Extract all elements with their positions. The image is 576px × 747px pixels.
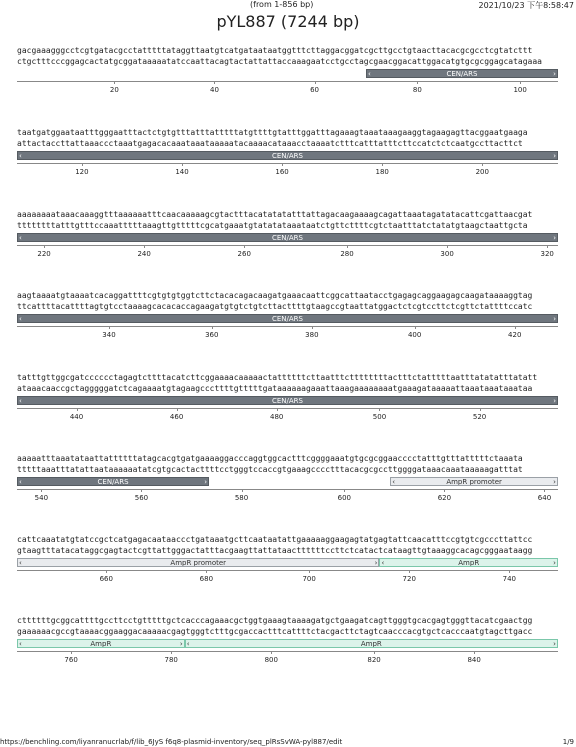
ruler-tick <box>509 570 510 573</box>
sequence-bottom-strand[interactable]: ttcattttacattttagtgtcctaaaagcacacaccagaagatgtgtctgtcttacttttgtaagccgtaattatggactctcgtccttctcgttctattttccatc <box>17 302 533 311</box>
print-datetime: 2021/10/23 下午8:58:47 <box>478 1 574 10</box>
sequence-block <box>17 372 558 424</box>
ruler-tick-label: 740 <box>502 575 516 583</box>
ruler-tick <box>379 408 380 411</box>
ruler-tick <box>382 163 383 166</box>
ruler-tick <box>482 163 483 166</box>
ruler-tick-label: 240 <box>137 250 151 258</box>
feature-track <box>17 151 558 163</box>
ruler-tick-label: 360 <box>205 331 219 339</box>
ruler-tick <box>182 163 183 166</box>
sequence-top-strand[interactable]: aagtaaaatgtaaaatcacaggattttcgtgtgtggtcttctacacagacaagatgaaacaattcggcattaatacctgagagcaggaagagcaagataaaaggtag <box>17 291 533 300</box>
ruler-tick <box>444 489 445 492</box>
ruler-line <box>17 651 558 652</box>
position-ruler <box>17 570 558 586</box>
ruler-tick <box>347 245 348 248</box>
ruler-tick-label: 140 <box>175 168 189 176</box>
feature-annotation[interactable] <box>17 396 558 405</box>
ruler-tick <box>41 489 42 492</box>
ruler-tick <box>309 570 310 573</box>
sequence-bottom-strand[interactable]: ttttttttatttgtttccaaatttttaaagttgtttttcgcatgaaatgtatatataaataatctgttcttttcgtctaatttatctatatgtaagctaattgcta <box>17 221 528 230</box>
ruler-tick-label: 420 <box>508 331 522 339</box>
ruler-tick-label: 340 <box>102 331 116 339</box>
feature-track <box>17 69 558 81</box>
ruler-tick <box>114 81 115 84</box>
sequence-top-strand[interactable]: taatgatggaataatttgggaatttactctgtgtttatttatttttatgttttgtatttggatttagaaagtaaataaagaaggtagaagagttacggaatgaaga <box>17 128 528 137</box>
feature-arrow-right-icon: › <box>553 397 556 405</box>
page-number: 1/9 <box>562 738 574 746</box>
ruler-tick <box>206 570 207 573</box>
ruler-tick-label: 60 <box>310 86 320 94</box>
sequence-bottom-strand[interactable]: gaaaaaacgccgtaaaacggaaggacaaaaacgagtgggtctttgcgaccactttcattttctacgacttctagtcaacccacgtgctcacccaatgtagcttgacc <box>17 627 533 636</box>
ruler-tick-label: 40 <box>209 86 219 94</box>
feature-arrow-left-icon: ‹ <box>381 559 385 567</box>
ruler-tick-label: 280 <box>340 250 354 258</box>
feature-label: AmpR <box>90 640 112 648</box>
ruler-tick <box>282 163 283 166</box>
position-ruler <box>17 326 558 342</box>
feature-arrow-right-icon: › <box>374 559 378 567</box>
ruler-tick-label: 80 <box>412 86 422 94</box>
ruler-tick <box>71 651 72 654</box>
ruler-tick <box>515 326 516 329</box>
ruler-tick <box>177 408 178 411</box>
ruler-tick <box>141 489 142 492</box>
feature-arrow-right-icon: › <box>553 152 556 160</box>
ruler-tick <box>77 408 78 411</box>
ruler-line <box>17 163 558 164</box>
sequence-block <box>17 453 558 505</box>
ruler-tick <box>344 489 345 492</box>
ruler-tick-label: 300 <box>440 250 454 258</box>
feature-arrow-right-icon: › <box>553 70 556 78</box>
feature-label: AmpR <box>360 640 382 648</box>
sequence-bottom-strand[interactable]: attactaccttattaaaccctaaatgagacacaaataaataaaaatacaaaacataaacctaaaatctttcatttatttcttccatctctcaatgccttacttct <box>17 139 523 148</box>
feature-arrow-left-icon: ‹ <box>19 315 22 323</box>
feature-arrow-left-icon: ‹ <box>19 234 22 242</box>
feature-label: AmpR <box>458 559 480 567</box>
ruler-tick <box>82 163 83 166</box>
feature-track <box>17 314 558 326</box>
ruler-tick-label: 660 <box>99 575 113 583</box>
feature-track <box>17 558 558 570</box>
sequence-block <box>17 615 558 667</box>
page-url[interactable]: https://benchling.com/liyanranucrlab/f/lib_6JyS f6q8-plasmid-inventory/seq_plRsSvWA-pyl887/edit <box>0 738 343 746</box>
ruler-tick-label: 520 <box>472 413 487 421</box>
ruler-tick-label: 700 <box>302 575 316 583</box>
ruler-tick-label: 720 <box>402 575 416 583</box>
ruler-tick <box>214 81 215 84</box>
feature-arrow-right-icon: › <box>553 315 556 323</box>
feature-arrow-right-icon: › <box>553 640 556 648</box>
feature-label: CEN/ARS <box>446 70 478 78</box>
sequence-top-strand[interactable]: aaaaatttaaatataattattttttatagcacgtgatgaaaaggacccaggtggcactttcggggaaatgtgcgcggaacccctatttgtttatttttctaaata <box>17 454 523 463</box>
ruler-tick-label: 260 <box>237 250 251 258</box>
ruler-line <box>17 489 558 490</box>
ruler-tick-label: 460 <box>169 413 184 421</box>
ruler-tick <box>447 245 448 248</box>
ruler-tick-label: 820 <box>367 656 381 664</box>
ruler-tick-label: 220 <box>37 250 51 258</box>
feature-arrow-right-icon: › <box>553 234 556 242</box>
feature-label: CEN/ARS <box>271 152 303 160</box>
position-ruler <box>17 489 558 505</box>
ruler-tick <box>277 408 278 411</box>
feature-annotation[interactable] <box>17 314 558 323</box>
feature-annotation[interactable] <box>185 639 558 648</box>
sequence-range: (from 1-856 bp) <box>250 0 314 9</box>
feature-arrow-right-icon: › <box>204 478 208 486</box>
sequence-top-strand[interactable]: cttttttgcggcattttgccttcctgtttttgctcacccagaaacgctggtgaaagtaaaagatgctgaagatcagttgggtgcacgagtgggttacatcgaactgg <box>17 616 533 625</box>
feature-arrow-left-icon: ‹ <box>19 397 22 405</box>
ruler-tick <box>409 570 410 573</box>
ruler-tick-label: 320 <box>540 250 554 258</box>
position-ruler <box>17 408 558 424</box>
ruler-tick-label: 180 <box>375 168 389 176</box>
ruler-tick-label: 480 <box>269 413 284 421</box>
ruler-tick <box>171 651 172 654</box>
feature-label: CEN/ARS <box>271 234 303 242</box>
ruler-tick <box>480 408 481 411</box>
ruler-tick <box>547 245 548 248</box>
sequence-block <box>17 534 558 586</box>
ruler-line <box>17 326 558 327</box>
feature-track <box>17 396 558 408</box>
feature-annotation[interactable] <box>17 639 185 648</box>
ruler-tick-label: 400 <box>407 331 422 339</box>
ruler-tick-label: 120 <box>75 168 89 176</box>
ruler-tick <box>212 326 213 329</box>
ruler-tick-label: 200 <box>475 168 489 176</box>
sequence-bottom-strand[interactable]: gtaagtttatacataggcgagtactcgttattgggactatttacgaagttattataacttttttccttctcatactcataagttgtaaaggcacagcgggaataagg <box>17 546 533 555</box>
ruler-tick <box>242 489 243 492</box>
ruler-line <box>17 408 558 409</box>
ruler-line <box>17 81 558 82</box>
feature-label: CEN/ARS <box>271 315 303 323</box>
ruler-tick-label: 640 <box>537 494 552 502</box>
ruler-tick-label: 100 <box>513 86 527 94</box>
feature-arrow-right-icon: › <box>553 559 556 567</box>
ruler-tick-label: 780 <box>164 656 178 664</box>
ruler-tick-label: 760 <box>64 656 78 664</box>
ruler-line <box>17 245 558 246</box>
feature-arrow-left-icon: ‹ <box>19 152 22 160</box>
feature-arrow-left-icon: ‹ <box>19 478 22 486</box>
sequence-top-strand[interactable]: gacgaaagggcctcgtgatacgcctatttttataggttaatgtcatgataataatggtttcttaggacggatcgcttgcctgtaacttacacgcgcctcgtatcttt <box>17 46 533 55</box>
feature-label: CEN/ARS <box>271 397 303 405</box>
ruler-tick-label: 540 <box>34 494 49 502</box>
feature-arrow-left-icon: ‹ <box>19 640 22 648</box>
ruler-tick-label: 680 <box>199 575 214 583</box>
ruler-tick <box>106 570 107 573</box>
sequence-block <box>17 127 558 179</box>
ruler-tick <box>244 245 245 248</box>
sequence-bottom-strand[interactable]: ctgctttcccggagcactatgcggataaaaatatccaattacagtactattattaccaaagaatcctgcctagcgaacggacattggacatgtgcgcggagcatagaaa <box>17 57 542 66</box>
sequence-top-strand[interactable]: aaaaaaaataaacaaaggtttaaaaaatttcaacaaaaagcgtactttacatatatatttattagacaagaaaagcagattaaatagatatacattcgattaacgat <box>17 210 533 219</box>
feature-annotation[interactable] <box>17 233 558 242</box>
page-title: pYL887 (7244 bp) <box>216 12 360 31</box>
sequence-block <box>17 209 558 261</box>
position-ruler <box>17 81 558 97</box>
feature-label: AmpR promoter <box>446 478 502 486</box>
ruler-tick <box>312 326 313 329</box>
ruler-tick <box>271 651 272 654</box>
sequence-top-strand[interactable]: cattcaaatatgtatccgctcatgagacaataaccctgataaatgcttcaataatattgaaaaaggaagagtatgagtattcaacatttccgtgtcgcccttattcc <box>17 535 533 544</box>
feature-arrow-right-icon: › <box>179 640 183 648</box>
feature-label: CEN/ARS <box>97 478 129 486</box>
sequence-bottom-strand[interactable]: tttttaaatttatattaataaaaaatatcgtgcactacttttcctgggtccaccgtgaaagcccctttacacgcgccttggggataaacaaataaaaagatttat <box>17 465 523 474</box>
feature-arrow-left-icon: ‹ <box>186 640 190 648</box>
ruler-tick <box>374 651 375 654</box>
ruler-tick-label: 380 <box>305 331 319 339</box>
feature-arrow-left-icon: ‹ <box>19 559 22 567</box>
ruler-tick-label: 800 <box>264 656 278 664</box>
ruler-line <box>17 570 558 571</box>
sequence-block <box>17 45 558 97</box>
ruler-tick-label: 500 <box>372 413 387 421</box>
ruler-tick <box>315 81 316 84</box>
ruler-tick <box>520 81 521 84</box>
ruler-tick-label: 440 <box>69 413 84 421</box>
feature-track <box>17 233 558 245</box>
ruler-tick-label: 840 <box>467 656 481 664</box>
ruler-tick <box>44 245 45 248</box>
ruler-tick-label: 560 <box>134 494 149 502</box>
feature-annotation[interactable] <box>17 477 209 486</box>
ruler-tick-label: 620 <box>437 494 452 502</box>
feature-arrow-left-icon: ‹ <box>392 478 396 486</box>
position-ruler <box>17 163 558 179</box>
ruler-tick-label: 20 <box>109 86 119 94</box>
ruler-tick <box>417 81 418 84</box>
ruler-tick-label: 160 <box>275 168 289 176</box>
ruler-tick <box>474 651 475 654</box>
ruler-tick <box>109 326 110 329</box>
sequence-bottom-strand[interactable]: ataaacaaccgctagggggatctcagaaaatgtagaagcccttttgtttttgataaaaaagaaattaaagaaaaaaaatgaaagataaaaattaaataaataaataa <box>17 384 533 393</box>
ruler-tick <box>144 245 145 248</box>
feature-annotation[interactable] <box>366 69 558 78</box>
position-ruler <box>17 651 558 667</box>
ruler-tick-label: 580 <box>234 494 249 502</box>
sequence-block <box>17 290 558 342</box>
ruler-tick <box>415 326 416 329</box>
feature-track <box>17 477 558 489</box>
feature-track <box>17 639 558 651</box>
position-ruler <box>17 245 558 261</box>
feature-label: AmpR promoter <box>170 559 227 567</box>
feature-annotation[interactable] <box>17 558 379 567</box>
ruler-tick <box>544 489 545 492</box>
feature-annotation[interactable] <box>379 558 558 567</box>
ruler-tick-label: 600 <box>337 494 351 502</box>
feature-arrow-left-icon: ‹ <box>367 70 371 78</box>
feature-annotation[interactable] <box>17 151 558 160</box>
feature-arrow-right-icon: › <box>553 478 556 486</box>
feature-annotation[interactable] <box>390 477 558 486</box>
sequence-top-strand[interactable]: tatttgttggcgatcccccctagagtcttttacatcttcggaaaacaaaaactattttttcttaatttcttttttttactttctatttttaatttatatatttatatt <box>17 373 538 382</box>
